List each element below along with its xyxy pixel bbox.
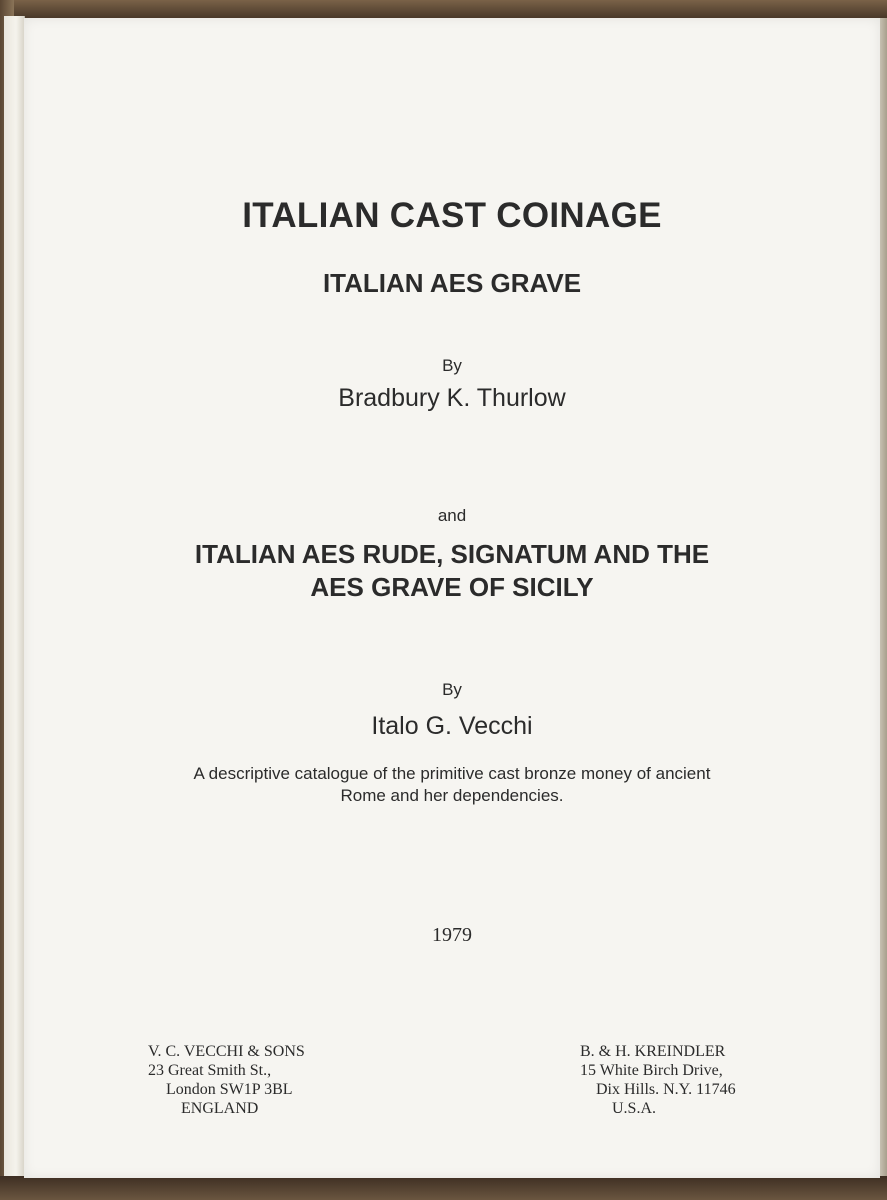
first-by-label: By bbox=[442, 356, 462, 375]
facing-page-edge bbox=[4, 16, 25, 1180]
first-author: Bradbury K. Thurlow bbox=[338, 384, 566, 412]
publication-year: 1979 bbox=[432, 924, 472, 946]
second-by-label: By bbox=[442, 680, 462, 699]
publisher-left bbox=[148, 1042, 305, 1118]
publisher-left-country: ENGLAND bbox=[181, 1100, 259, 1117]
second-author: Italo G. Vecchi bbox=[371, 712, 533, 740]
publisher-right-country: U.S.A. bbox=[612, 1100, 657, 1117]
description-line2: Rome and her dependencies. bbox=[340, 786, 564, 805]
publisher-right-street: 15 White Birch Drive, bbox=[580, 1062, 723, 1079]
and-label: and bbox=[437, 506, 467, 525]
publisher-left-name: V. C. VECCHI & SONS bbox=[148, 1043, 305, 1060]
publisher-right bbox=[580, 1042, 736, 1118]
book-subtitle: ITALIAN AES GRAVE bbox=[322, 268, 582, 298]
second-title-line1: ITALIAN AES RUDE, SIGNATUM AND THE bbox=[194, 539, 710, 569]
publisher-left-street: 23 Great Smith St., bbox=[148, 1062, 272, 1079]
description-line1: A descriptive catalogue of the primitive cast bronze money of ancient bbox=[193, 764, 711, 783]
book-cover-bottom bbox=[0, 1176, 887, 1200]
publisher-right-name: B. & H. KREINDLER bbox=[580, 1043, 726, 1060]
publisher-right-city: Dix Hills. N.Y. 11746 bbox=[596, 1081, 736, 1098]
second-title-line2: AES GRAVE OF SICILY bbox=[310, 572, 594, 602]
book-title: ITALIAN CAST COINAGE bbox=[242, 196, 662, 235]
publisher-left-city: London SW1P 3BL bbox=[166, 1081, 293, 1098]
title-page bbox=[24, 18, 880, 1178]
